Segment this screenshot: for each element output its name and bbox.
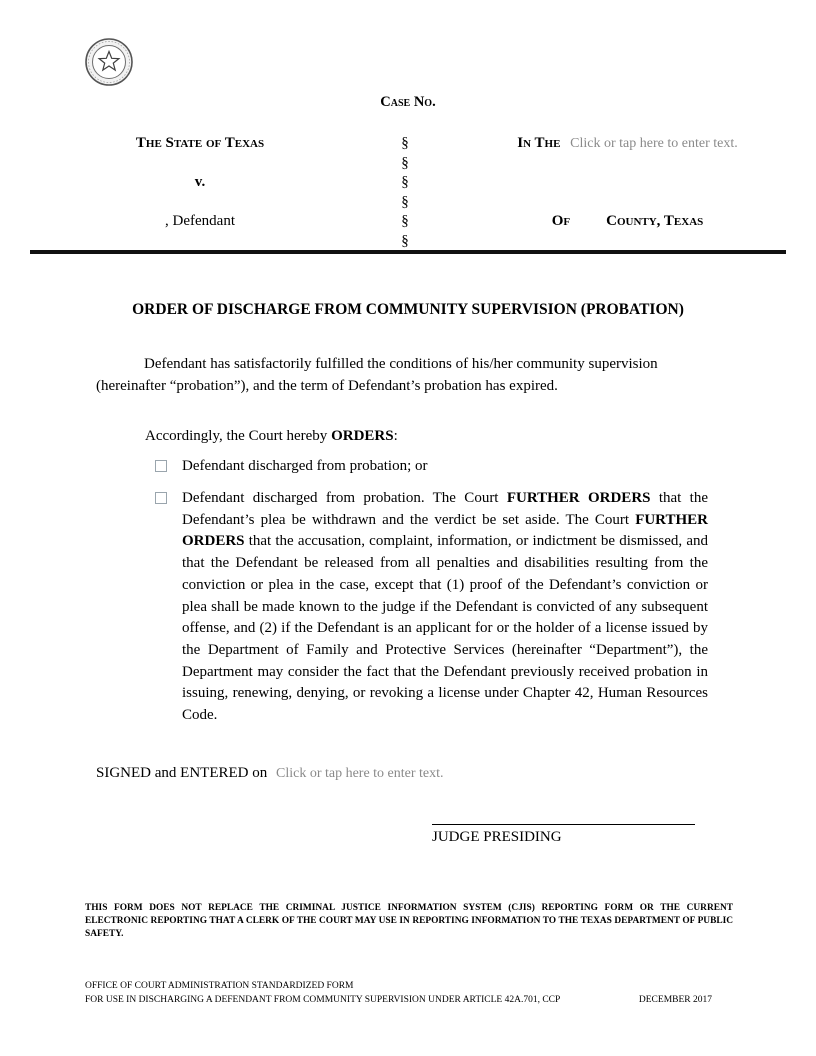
form-footer xyxy=(85,980,712,1007)
case-number-line xyxy=(0,94,816,111)
section-symbol: § xyxy=(401,232,409,249)
section-symbol: § xyxy=(401,154,409,171)
footer-date: DECEMBER 2017 xyxy=(638,994,712,1005)
court-name-placeholder[interactable]: Click or tap here to enter text. xyxy=(570,136,738,151)
signature-line xyxy=(432,824,695,825)
signed-entered-line xyxy=(96,762,444,785)
caption-divider-rule xyxy=(30,250,786,254)
signed-date-placeholder[interactable]: Click or tap here to enter text. xyxy=(275,766,444,781)
of-label: Of xyxy=(551,213,571,229)
signed-entered-label: SIGNED and ENTERED on xyxy=(96,765,268,781)
versus-label: v. xyxy=(194,174,206,190)
document-title: ORDER OF DISCHARGE FROM COMMUNITY SUPERVISION (PROBATION) xyxy=(132,301,684,318)
caption-right-column xyxy=(495,134,760,251)
section-symbol: § xyxy=(401,193,409,210)
case-no-label: Case No. xyxy=(380,94,436,110)
judge-signature-block xyxy=(432,824,695,846)
caption-section-column xyxy=(315,134,495,251)
in-the-label: In The xyxy=(517,135,561,151)
judge-presiding-label: JUDGE PRESIDING xyxy=(432,829,562,845)
defendant-label: , Defendant xyxy=(165,213,235,229)
checkbox-discharged[interactable] xyxy=(155,460,167,472)
checkbox-discharged-set-aside[interactable] xyxy=(155,492,167,504)
case-caption xyxy=(85,134,760,251)
option-2-text: Defendant discharged from probation. The Court FURTHER ORDERS that the Defendant’s plea be withdrawn and the verdict be set aside. The Court FURTHER ORDERS that the accusation, complaint, information, or indictment be dismissed, and that the Defendant be released from all penalties and disabilities resulting from the conviction or plea in the case, except that (1) proof of the Defendant’s conviction or plea shall be made known to the judge if the Defendant is convicted of any subsequent offense, and (2) if the Defendant is an applicant for or the holder of a license issued by the Department of Family and Protective Services (hereinafter “Department”), the Department may consider the fact that the Defendant previously received probation in issuing, renewing, denying, or revoking a license under Chapter 42, Human Resources Code. xyxy=(182,490,708,724)
option-1-text: Defendant discharged from probation; or xyxy=(182,458,428,474)
discharge-option-2 xyxy=(155,488,708,727)
discharge-option-1 xyxy=(155,456,708,478)
footer-line-2: FOR USE IN DISCHARGING A DEFENDANT FROM COMMUNITY SUPERVISION UNDER ARTICLE 42A.701, CCP xyxy=(85,994,561,1005)
section-symbol: § xyxy=(401,213,409,229)
texas-state-seal xyxy=(84,37,134,87)
intro-paragraph: Defendant has satisfactorily fulfilled the conditions of his/her community supervision (hereinafter “probation”), and the term of Defendant’s probation has expired. xyxy=(96,356,658,394)
cjis-notice: THIS FORM DOES NOT REPLACE THE CRIMINAL JUSTICE INFORMATION SYSTEM (CJIS) REPORTING FORM OR THE CURRENT ELECTRONIC REPORTING THAT A CLERK OF THE COURT MAY USE IN REPORTING INFORMATION TO THE TEXAS DEPARTMENT OF PUBLIC SAFETY. xyxy=(85,903,733,939)
caption-left-column xyxy=(85,134,315,251)
section-symbol: § xyxy=(401,135,409,151)
section-symbol: § xyxy=(401,174,409,190)
orders-lead: Accordingly, the Court hereby ORDERS: xyxy=(145,428,398,444)
seal-graphic xyxy=(84,37,134,87)
footer-line-1: OFFICE OF COURT ADMINISTRATION STANDARDIZED FORM xyxy=(85,981,354,991)
county-texas-label: County, Texas xyxy=(606,213,704,229)
plaintiff-name: The State of Texas xyxy=(135,135,265,151)
